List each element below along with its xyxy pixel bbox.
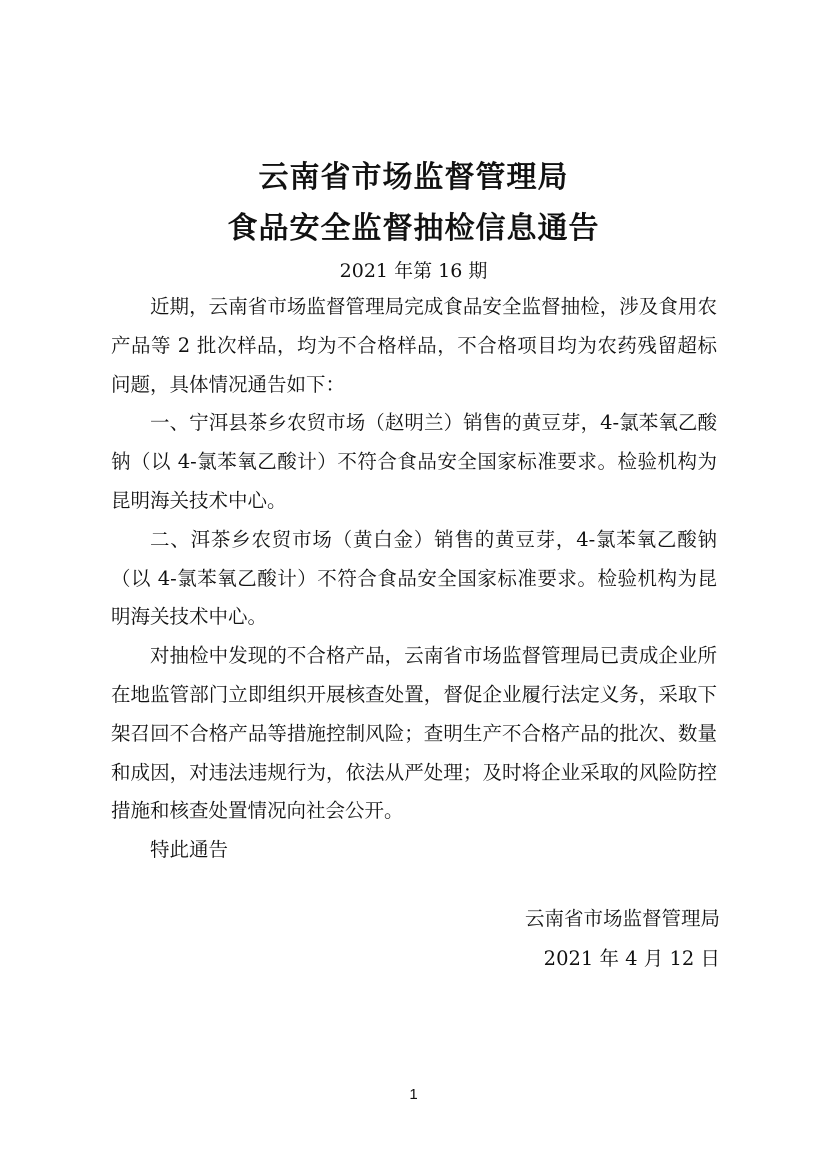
paragraph-closing: 特此通告: [150, 838, 229, 862]
signature-date: 2021 年 4 月 12 日: [543, 947, 720, 970]
title-line-2: 食品安全监督抽检信息通告: [227, 211, 600, 246]
paragraph-measures: 对抽检中发现的不合格产品，云南省市场监督管理局已责成企业所在地监管部门立即组织开展核查处置，督促企业履行法定义务，采取下架召回不合格产品等措施控制风险；查明生产不合格产品的批次、数量和成因，对违法违规行为，依法从严处理；及时将企业采取的风险防控措施和核查处置情况向社会公开。: [111, 644, 717, 823]
paragraph-item-1: 一、宁洱县茶乡农贸市场（赵明兰）销售的黄豆芽，4-氯苯氧乙酸钠（以 4-氯苯氧乙酸计）不符合食品安全国家标准要求。检验机构为昆明海关技术中心。: [111, 411, 717, 512]
notice-body: [111, 288, 717, 870]
page-number: 1: [409, 1086, 418, 1103]
paragraph-item-2: 二、洱茶乡农贸市场（黄白金）销售的黄豆芽，4-氯苯氧乙酸钠（以 4-氯苯氧乙酸计）不符合食品安全国家标准要求。检验机构为昆明海关技术中心。: [111, 527, 717, 629]
title-line-1: 云南省市场监督管理局: [258, 160, 569, 195]
paragraph-intro: 近期，云南省市场监督管理局完成食品安全监督抽检，涉及食用农产品等 2 批次样品，均为不合格样品，不合格项目均为农药残留超标问题，具体情况通告如下：: [111, 295, 717, 396]
signature-org: 云南省市场监督管理局: [524, 907, 720, 930]
issue-number: 2021 年第 16 期: [339, 260, 488, 282]
